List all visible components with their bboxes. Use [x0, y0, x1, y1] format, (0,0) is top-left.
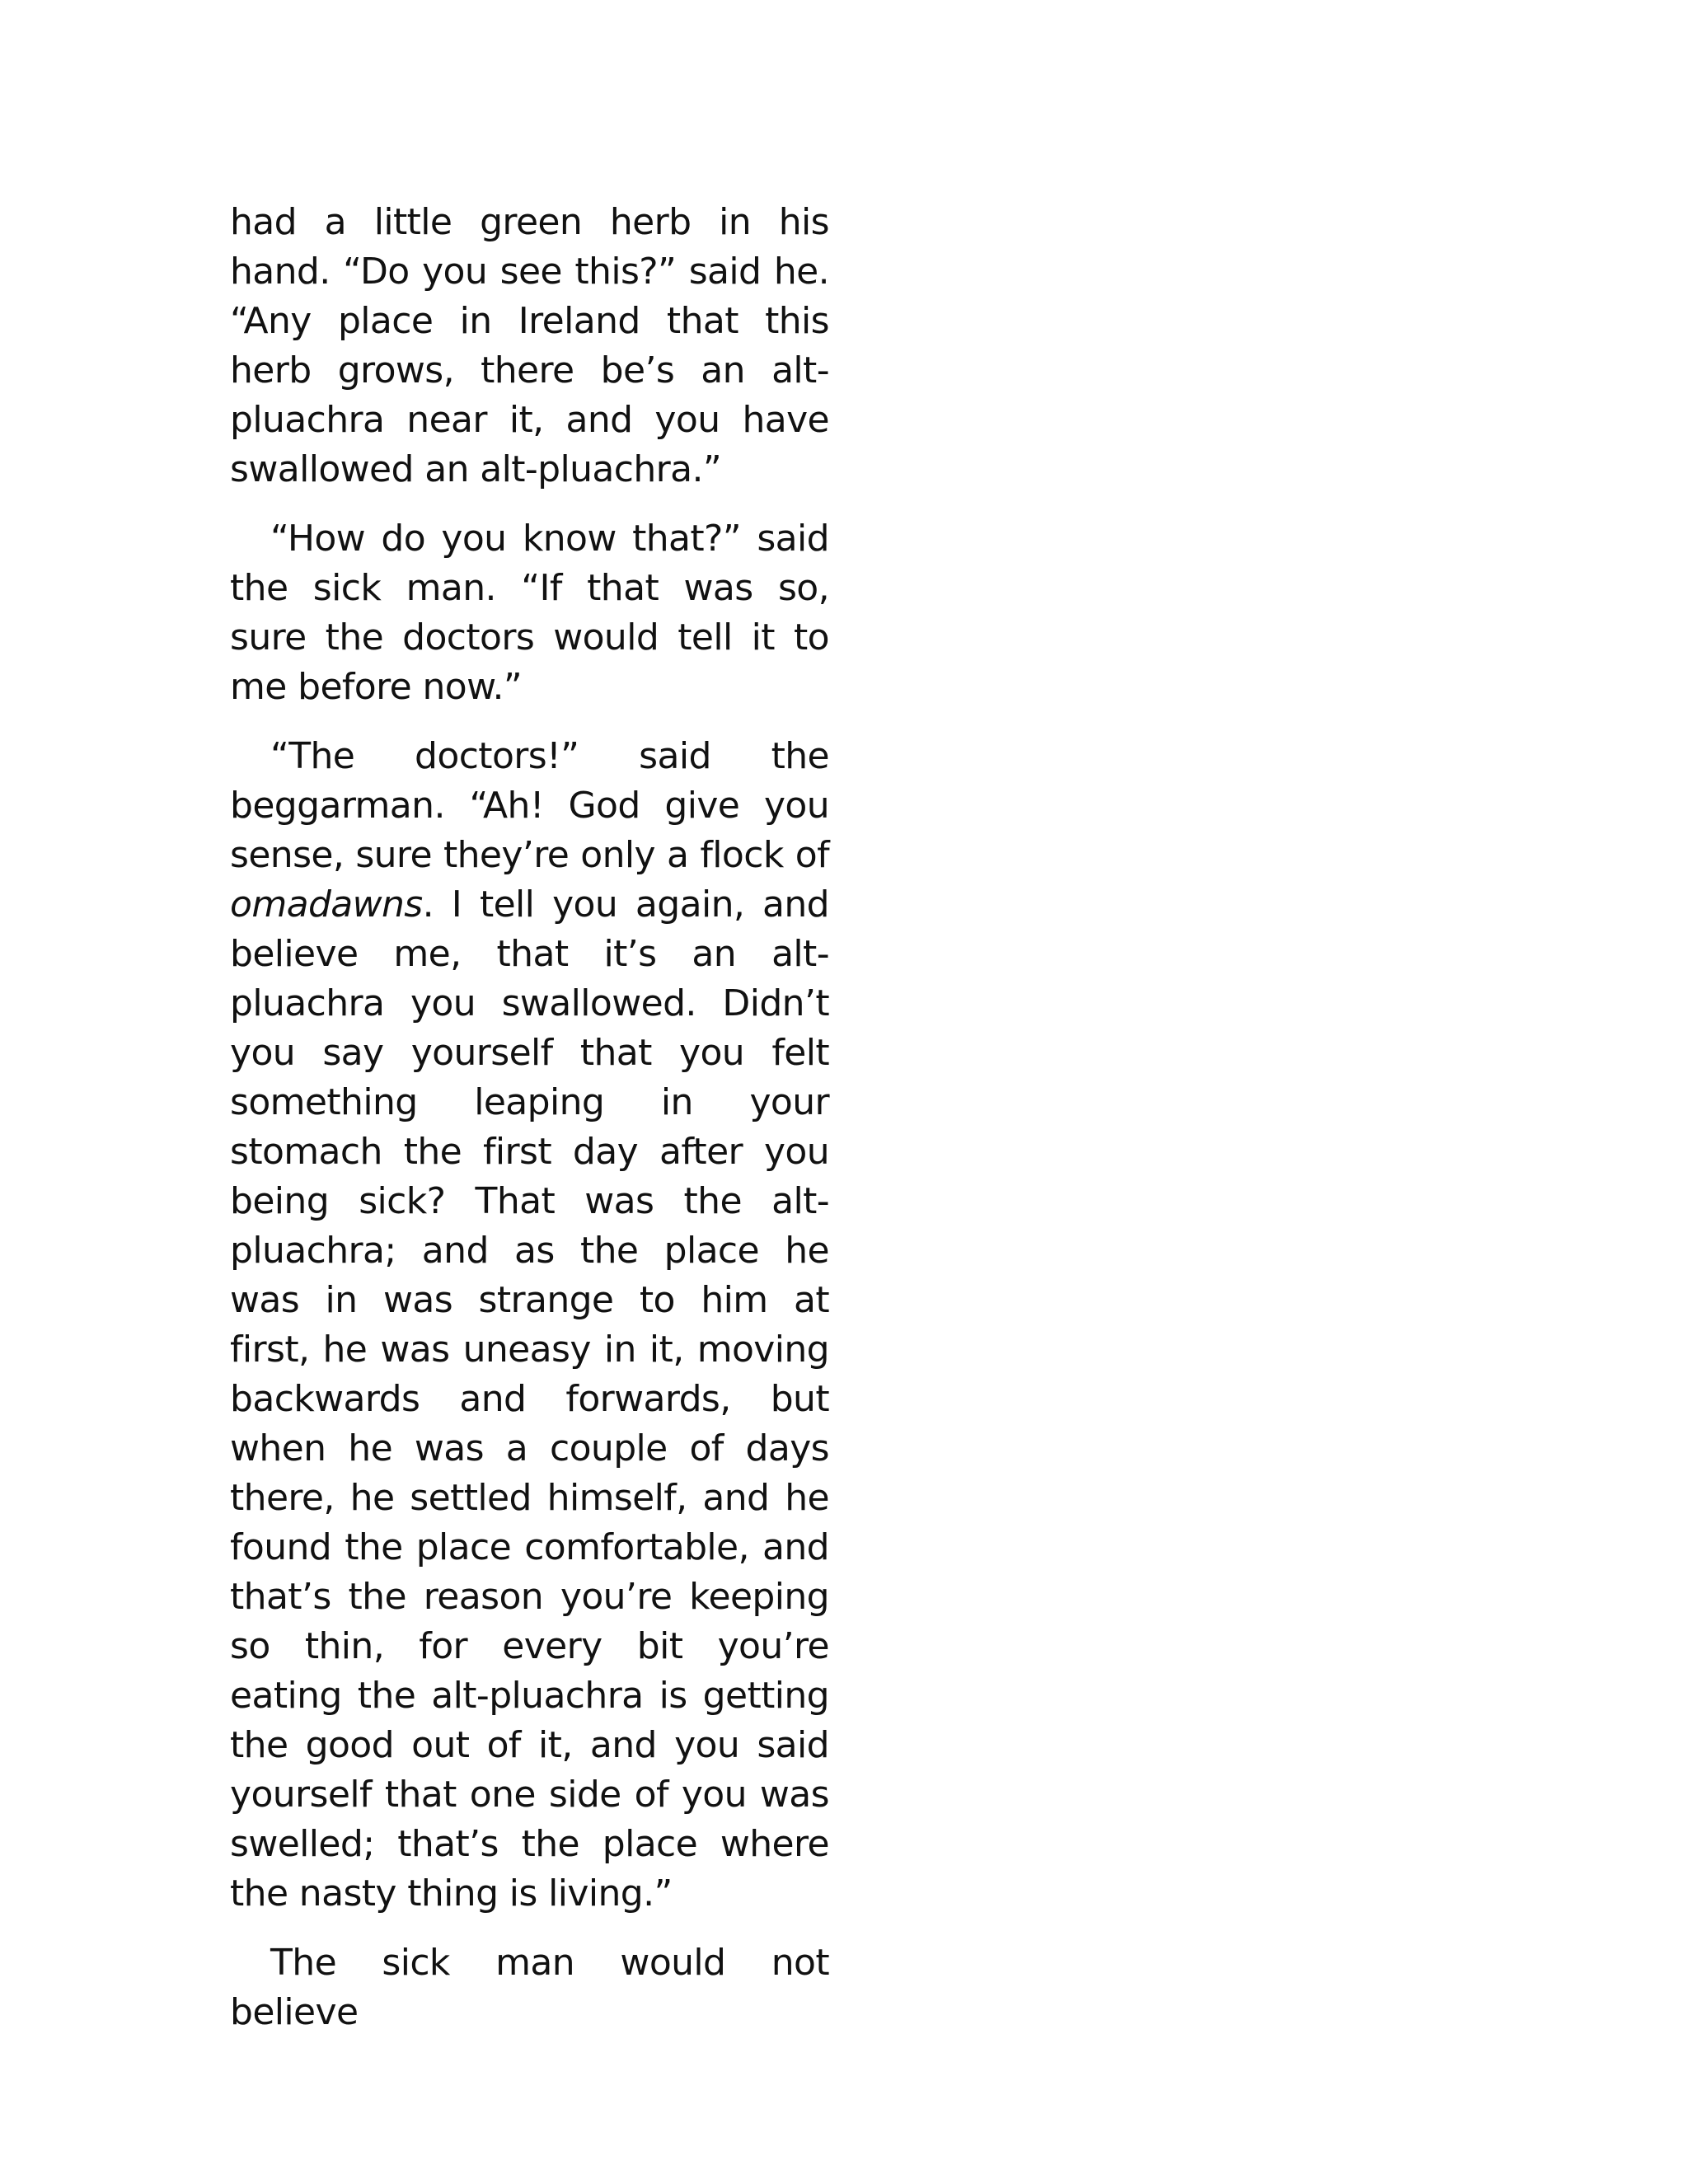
italic-word: omadawns — [230, 883, 423, 926]
paragraph-text: “The doctors!” said the beggarman. “Ah! God give you sense, sure they’re only a flock of — [230, 735, 829, 876]
text-column — [230, 198, 829, 2033]
paragraph-beggarman-reply — [230, 732, 829, 1919]
paragraph-text: had a little green herb in his hand. “Do you see this?” said he. “Any place in Ireland that this herb grows, there be’s an alt-pluachra near it, and you have swallowed an alt-pluachra.” — [230, 201, 829, 490]
paragraph-text: . I tell you again, and believe me, that it’s an alt-pluachra you swallowed. Didn’t you say yourself that you felt something leaping in your stomach the first day after you being sick? That was the alt-pluachra; and as the place he was in was strange to him at first, he was uneasy in it, moving backwards and forwards, but when he was a couple of days there, he settled himself, and he found the place comfortable, and that’s the reason you’re keeping so thin, for every bit you’re eating the alt-pluachra is getting the good out of it, and you said yourself that one side of you was swelled; that’s the place where the nasty thing is living.” — [230, 883, 829, 1915]
paragraph-herb — [230, 198, 829, 494]
paragraph-sick-man-question — [230, 514, 829, 712]
paragraph-cut-off — [230, 1938, 829, 2037]
paragraph-text: The sick man would not believe — [230, 1942, 829, 2033]
paragraph-text: “How do you know that?” said the sick man. “If that was so, sure the doctors would tell it to me before now.” — [230, 518, 829, 708]
